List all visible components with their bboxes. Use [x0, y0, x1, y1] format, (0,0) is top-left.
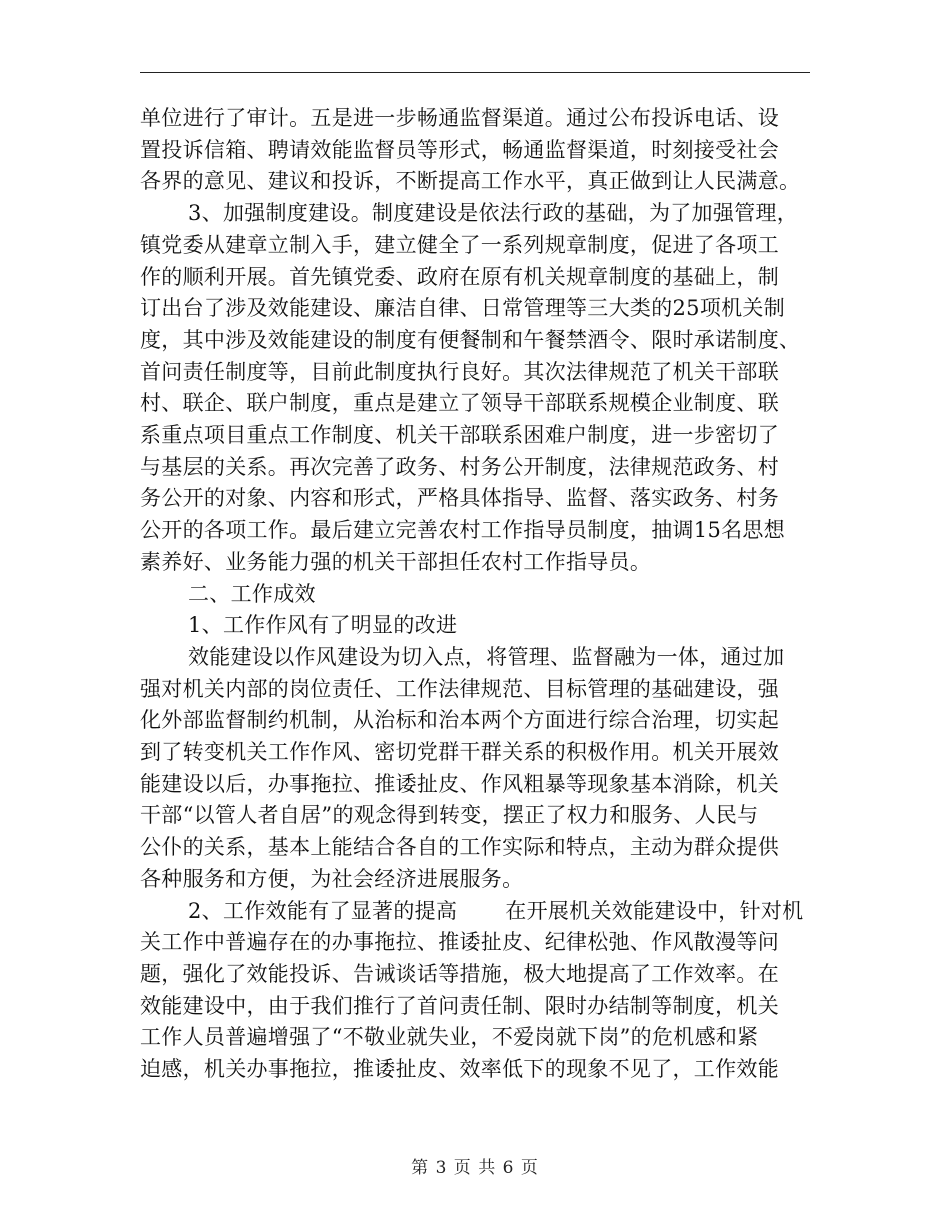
line-text: 2、工作效能有了显著的提高 [188, 898, 458, 923]
text-line [140, 420, 810, 452]
page-footer: 第 3 页 共 6 页 [411, 1158, 539, 1178]
text-line [140, 293, 810, 325]
text-line [140, 642, 810, 674]
text-line [140, 610, 810, 642]
line-text: 首问责任制度等，目前此制度执行良好。其次法律规范了机关干部联 [140, 359, 779, 384]
text-line [140, 1054, 810, 1086]
header-rule [140, 72, 810, 73]
line-text: 系重点项目重点工作制度、机关干部联系困难户制度，进一步密切了 [140, 423, 779, 448]
line-text: 1、工作作风有了明显的改进 [188, 613, 458, 638]
line-text: 素养好、业务能力强的机关干部担任农村工作指导员。 [140, 549, 652, 574]
line-text: 公仆的关系，基本上能结合各自的工作实际和特点，主动为群众提供 [140, 835, 779, 860]
line-text: 公开的各项工作。最后建立完善农村工作指导员制度，抽调15名思想 [140, 518, 786, 543]
line-text: 镇党委从建章立制入手，建立健全了一系列规章制度，促进了各项工 [140, 232, 779, 257]
text-line [140, 864, 810, 896]
line-text: 置投诉信箱、聘请效能监督员等形式，畅通监督渠道，时刻接受社会 [140, 137, 779, 162]
text-line [140, 515, 810, 547]
text-line [140, 927, 810, 959]
line-text: 3、加强制度建设。制度建设是依法行政的基础，为了加强管理， [188, 201, 799, 226]
text-line [140, 769, 810, 801]
text-line [140, 800, 810, 832]
line-text: 度，其中涉及效能建设的制度有便餐制和午餐禁酒令、限时承诺制度、 [140, 327, 801, 352]
line-text: 干部“以管人者自居”的观念得到转变，摆正了权力和服务、人民与 [140, 803, 759, 828]
line-text: 二、工作成效 [188, 581, 316, 606]
text-line [140, 198, 810, 230]
line-text: 务公开的对象、内容和形式，严格具体指导、监督、落实政务、村务 [140, 486, 779, 511]
text-line [140, 737, 810, 769]
line-text-continued: 在开展机关效能建设中，针对机 [505, 898, 804, 923]
text-line [140, 959, 810, 991]
text-line [140, 674, 810, 706]
line-text: 到了转变机关工作作风、密切党群干群关系的积极作用。机关开展效 [140, 740, 779, 765]
text-line [140, 135, 810, 167]
text-line [140, 547, 810, 579]
line-text: 迫感，机关办事拖拉，推诿扯皮、效率低下的现象不见了，工作效能 [140, 1057, 779, 1082]
text-line [140, 357, 810, 389]
text-line [140, 483, 810, 515]
line-text: 效能建设中，由于我们推行了首问责任制、限时办结制等制度，机关 [140, 993, 779, 1018]
line-text: 能建设以后，办事拖拉、推诿扯皮、作风粗暴等现象基本消除，机关 [140, 771, 779, 796]
line-text: 单位进行了审计。五是进一步畅通监督渠道。通过公布投诉电话、设 [140, 106, 779, 130]
text-line [140, 832, 810, 864]
text-line [140, 705, 810, 737]
text-line [140, 579, 810, 611]
line-text: 关工作中普遍存在的办事拖拉、推诿扯皮、纪律松弛、作风散漫等问 [140, 930, 779, 955]
line-text: 作的顺利开展。首先镇党委、政府在原有机关规章制度的基础上，制 [140, 264, 779, 289]
text-line [140, 262, 810, 294]
document-body [140, 103, 810, 1086]
line-text: 题，强化了效能投诉、告诫谈话等措施，极大地提高了工作效率。在 [140, 961, 779, 986]
text-line [140, 325, 810, 357]
line-text: 化外部监督制约机制，从治标和治本两个方面进行综合治理，切实起 [140, 708, 779, 733]
text-line [140, 103, 810, 135]
text-line [140, 230, 810, 262]
line-text: 与基层的关系。再次完善了政务、村务公开制度，法律规范政务、村 [140, 454, 779, 479]
line-text: 各界的意见、建议和投诉，不断提高工作水平，真正做到让人民满意。 [140, 169, 801, 194]
text-line [140, 388, 810, 420]
line-text: 工作人员普遍增强了“不敬业就失业，不爱岗就下岗”的危机感和紧 [140, 1025, 759, 1050]
line-text: 强对机关内部的岗位责任、工作法律规范、目标管理的基础建设，强 [140, 676, 779, 701]
text-line [140, 896, 810, 928]
text-line [140, 1022, 810, 1054]
text-line [140, 991, 810, 1023]
line-text: 效能建设以作风建设为切入点，将管理、监督融为一体，通过加 [188, 644, 785, 669]
text-line [140, 452, 810, 484]
line-text: 各种服务和方便，为社会经济进展服务。 [140, 866, 524, 891]
line-text: 订出台了涉及效能建设、廉洁自律、日常管理等三大类的25项机关制 [140, 296, 786, 321]
line-text: 村、联企、联户制度，重点是建立了领导干部联系规模企业制度、联 [140, 391, 779, 416]
text-line [140, 166, 810, 198]
